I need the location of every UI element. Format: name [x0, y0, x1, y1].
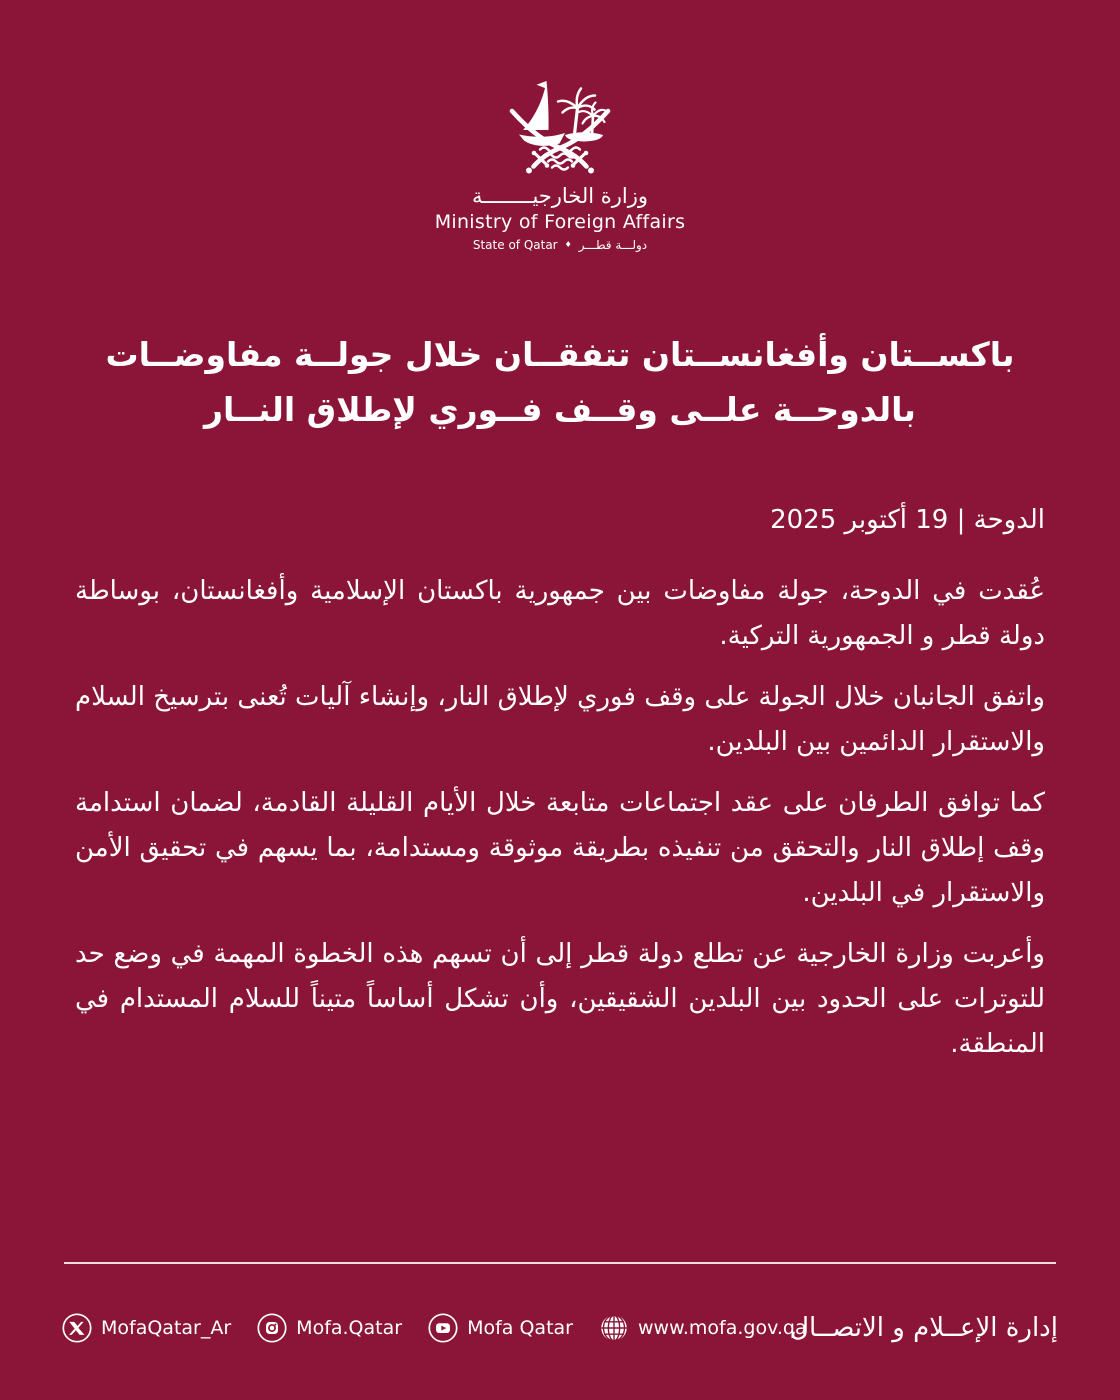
x-icon: [62, 1313, 92, 1343]
headline-line-1: باكســتان وأفغانســتان تتفقــان خلال جولــة مفاوضــات: [105, 335, 1015, 374]
state-name-arabic: دولـــة قطـــر: [578, 238, 648, 252]
press-paragraph: وأعربت وزارة الخارجية عن تطلع دولة قطر إلى أن تسهم هذه الخطوة المهمة في وضع حد للتوترات على الحدود بين البلدين الشقيقين، وأن تشكل أساساً متيناً للسلام المستدام في المنطقة.: [75, 939, 1045, 1059]
social-handle: Mofa.Qatar: [296, 1317, 403, 1339]
press-paragraph: عُقدت في الدوحة، جولة مفاوضات بين جمهورية باكستان الإسلامية وأفغانستان، بوساطة دولة قطر و الجمهورية التركية.: [75, 576, 1045, 651]
mofa-logo-block: [0, 78, 1120, 252]
social-item-website: [599, 1313, 807, 1343]
youtube-icon: [428, 1313, 458, 1343]
press-paragraph: كما توافق الطرفان على عقد اجتماعات متابعة خلال الأيام القليلة القادمة، لضمان استدامة وقف إطلاق النار والتحقق من تنفيذه بطريقة موثوقة ومستدامة، بما يسهم في تحقيق الأمن والاستقرار في البلدين.: [75, 788, 1045, 908]
headline-line-2: بالدوحــة علــى وقــف فــوري لإطلاق النــار: [204, 390, 916, 429]
ministry-name-english: Ministry of Foreign Affairs: [434, 211, 686, 233]
ministry-name-arabic: وزارة الخارجيــــــــة: [471, 184, 649, 208]
statement-body: [75, 569, 1045, 1083]
globe-icon: [599, 1313, 629, 1343]
press-paragraph: واتفق الجانبان خلال الجولة على وقف فوري لإطلاق النار، وإنشاء آليات تُعنى بترسيخ السلام والاستقرار الدائمين بين البلدين.: [75, 682, 1045, 757]
footer-social-row: [62, 1313, 807, 1343]
statement-headline: [0, 327, 1120, 437]
social-item-instagram: [257, 1313, 402, 1343]
diamond-separator-icon: ♦: [564, 240, 572, 249]
social-handle: Mofa Qatar: [467, 1317, 573, 1339]
dateline: الدوحة | 19 أكتوبر 2025: [770, 505, 1045, 535]
social-item-x: [62, 1313, 231, 1343]
social-handle: MofaQatar_Ar: [101, 1317, 232, 1339]
state-of-qatar-line: [473, 238, 647, 252]
social-item-youtube: [428, 1313, 573, 1343]
footer-divider: [64, 1262, 1056, 1264]
social-handle: www.mofa.gov.qa: [637, 1317, 807, 1339]
department-label: إدارة الإعــلام و الاتصــال: [790, 1313, 1058, 1343]
instagram-icon: [257, 1313, 287, 1343]
qatar-emblem-icon: [507, 78, 613, 182]
state-name-english: State of Qatar: [472, 238, 558, 252]
